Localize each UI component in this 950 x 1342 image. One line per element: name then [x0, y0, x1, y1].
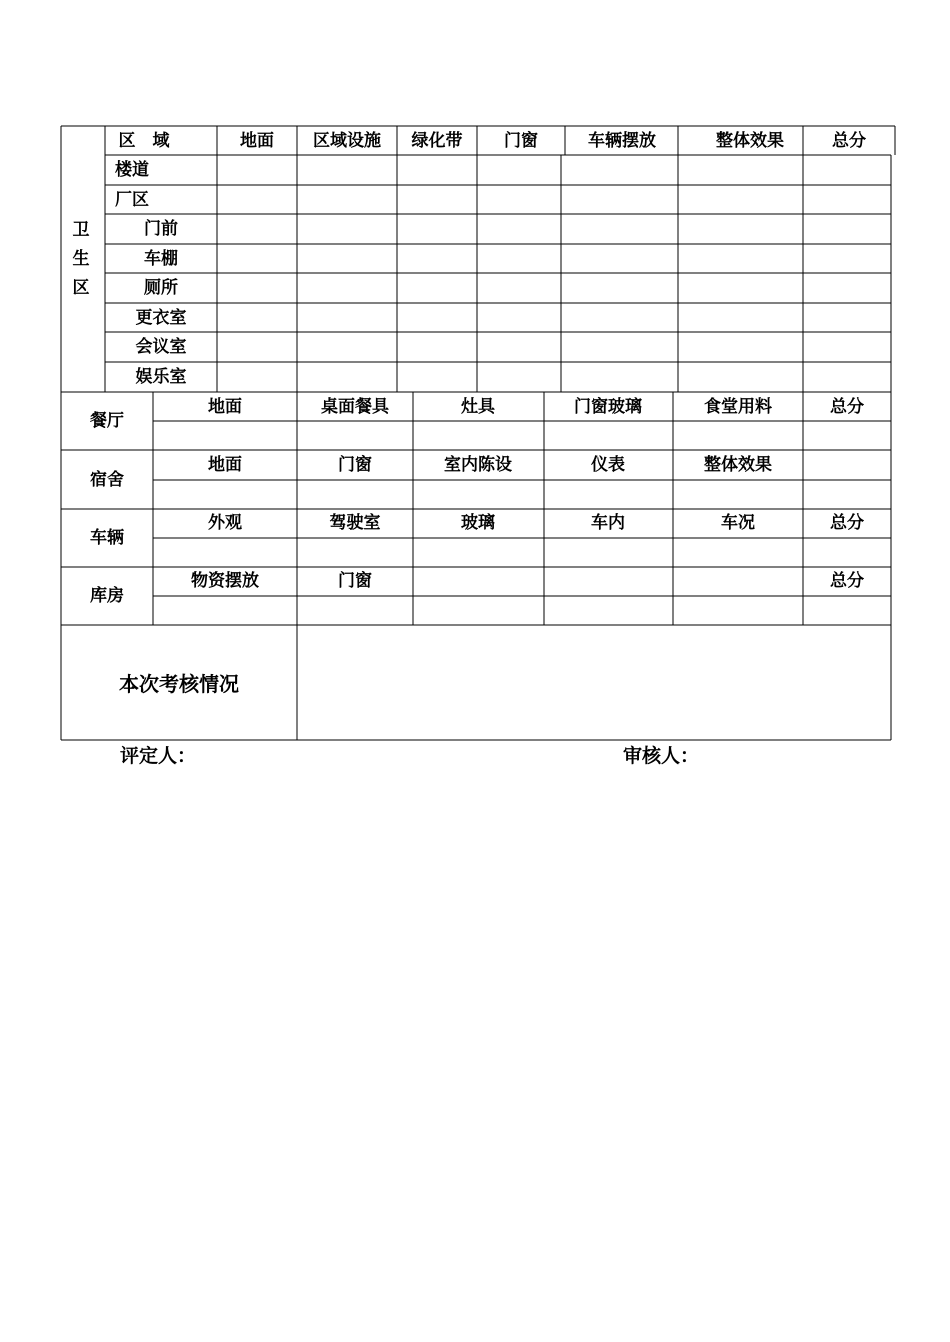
hygiene-header-overall: 整体效果	[716, 131, 784, 151]
vehicle-header-total: 总分	[830, 513, 864, 533]
dining-header-stove: 灶具	[461, 397, 495, 417]
hygiene-row-factory: 厂区	[115, 190, 149, 210]
hygiene-row-carport: 车棚	[144, 249, 178, 269]
hygiene-row-entrance: 门前	[144, 219, 178, 239]
warehouse-header-total: 总分	[830, 571, 864, 591]
hygiene-row-toilet: 厕所	[144, 278, 178, 298]
dining-label: 餐厅	[90, 411, 124, 431]
dining-header-ingredients: 食堂用料	[704, 397, 772, 417]
summary-label: 本次考核情况	[119, 672, 239, 696]
hygiene-label-1: 卫	[72, 220, 90, 240]
hygiene-header-total: 总分	[832, 131, 866, 151]
dorm-header-overall: 整体效果	[704, 455, 772, 475]
vehicle-header-interior: 车内	[591, 513, 625, 533]
hygiene-label-2: 生	[72, 249, 90, 269]
hygiene-row-recreation-room: 娱乐室	[135, 367, 187, 387]
warehouse-header-goods: 物资摆放	[191, 571, 259, 591]
warehouse-header-doors: 门窗	[338, 571, 372, 591]
hygiene-header-facilities: 区域设施	[313, 131, 381, 151]
dining-header-total: 总分	[830, 397, 864, 417]
hygiene-header-floor: 地面	[240, 131, 274, 151]
vehicle-header-cab: 驾驶室	[329, 513, 381, 533]
evaluator-label: 评定人：	[120, 745, 197, 767]
vehicle-label: 车辆	[90, 528, 124, 548]
dorm-label: 宿舍	[90, 470, 124, 490]
hygiene-header-area: 区 域	[118, 131, 170, 151]
vehicle-header-exterior: 外观	[208, 513, 242, 533]
dining-header-floor: 地面	[208, 397, 242, 417]
hygiene-row-locker-room: 更衣室	[135, 308, 187, 328]
hygiene-header-vehicle-parking: 车辆摆放	[588, 131, 656, 151]
dorm-header-floor: 地面	[208, 455, 242, 475]
hygiene-grid	[61, 126, 895, 740]
dorm-header-appearance: 仪表	[591, 455, 625, 475]
warehouse-label: 库房	[90, 586, 124, 606]
hygiene-row-meeting-room: 会议室	[135, 337, 187, 357]
dining-header-window-glass: 门窗玻璃	[574, 397, 642, 417]
hygiene-header-doors: 门窗	[504, 131, 538, 151]
vehicle-header-glass: 玻璃	[461, 513, 495, 533]
dining-header-tableware: 桌面餐具	[321, 397, 389, 417]
reviewer-label: 审核人：	[623, 745, 700, 767]
dorm-header-furnishings: 室内陈设	[444, 455, 512, 475]
hygiene-row-stairway: 楼道	[115, 160, 149, 180]
vehicle-header-condition: 车况	[721, 513, 755, 533]
hygiene-header-greenbelt: 绿化带	[411, 131, 463, 151]
hygiene-label-3: 区	[72, 278, 90, 298]
dorm-header-doors: 门窗	[338, 455, 372, 475]
